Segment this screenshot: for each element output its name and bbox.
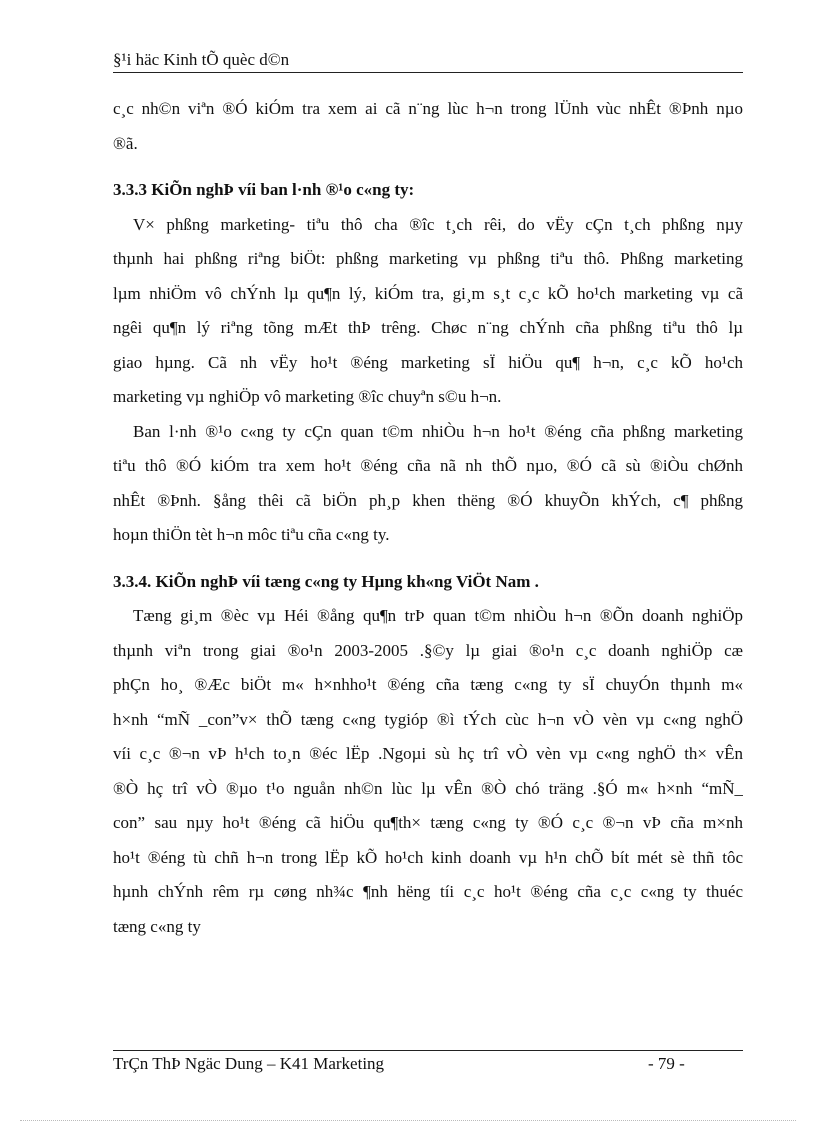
page-number: - 79 - [648,1054,685,1073]
paragraph-1 [113,208,743,415]
text-line: Tæng gi¸m ®èc vµ Héi ®ång qu¶n trÞ quan t©m nhiÒu h¬n ®Õn doanh nghiÖp [133,606,743,625]
text-line: nhÊt ®Þnh. §ång thêi cã biÖn ph¸p khen thëng ®Ó khuyÕn khÝch, c¶ phßng [113,490,743,510]
text-line: Ban l·nh ®¹o c«ng ty cÇn quan t©m nhiÒu h¬n ho¹t ®éng cña phßng marketing [133,421,743,441]
text-line: c¸c nh©n viªn ®Ó kiÓm tra xem ai cã n¨ng lùc h¬n trong lÜnh vùc nhÊt ®Þnh nµo [113,99,743,118]
text-line: hµnh chÝnh rêm rµ cøng nh¾c ¶nh hëng tíi c¸c ho¹t ®éng cña c¸c c«ng ty thuéc [113,882,743,901]
page-edge-dots [20,1120,796,1121]
text-line: víi c¸c ®¬n vÞ h¹ch to¸n ®éc lËp .Ngoµi sù hç trî vÒ vèn vµ c«ng nghÖ th× vÊn [113,744,743,763]
text-line: tiªu thô ®Ó kiÓm tra xem ho¹t ®éng cña nã nh thÕ nµo, ®Ó cã sù ®iÒu chØnh [113,456,743,475]
text-line: h×nh “mÑ _con”v× thÕ tæng c«ng tygióp ®ì tÝch cùc h¬n vÒ vèn vµ c«ng nghÖ [113,709,743,729]
text-line: ho¹t ®éng tù chñ h¬n trong lËp kÕ ho¹ch kinh doanh vµ h¹n chÕ bít mét sè thñ tôc [113,847,743,867]
text-line: giao hµng. Cã nh vËy ho¹t ®éng marketing sÏ hiÖu qu¶ h¬n, c¸c kÕ ho¹ch [113,352,743,372]
text-line: hoµn thiÖn tèt h¬n môc tiªu cña c«ng ty. [113,525,390,544]
text-line: tæng c«ng ty [113,916,201,936]
footer-author: TrÇn ThÞ Ngäc Dung – K41 Marketing [113,1054,385,1073]
section-heading-3-3-3: 3.3.3 KiÕn nghÞ víi ban l·nh ®¹o c«ng ty: [113,180,415,199]
paragraph-intro [113,92,743,161]
page-header: §¹i häc Kinh tÕ quèc d©n [113,50,290,69]
text-line: ngêi qu¶n lý riªng tõng mÆt thÞ trêng. Chøc n¨ng chÝnh cña phßng tiªu thô lµ [113,318,743,337]
text-line: ®ã. [113,133,138,153]
header-rule [113,72,743,73]
text-line: lµm nhiÖm vô chÝnh lµ qu¶n lý, kiÓm tra, gi¸m s¸t c¸c kÕ ho¹ch marketing vµ cã [113,283,743,303]
paragraph-2 [113,415,743,553]
section-heading-3-3-4: 3.3.4. KiÕn nghÞ víi tæng c«ng ty Hµng kh«ng ViÖt Nam . [113,571,539,591]
text-line: ®Ò hç trî vÒ ®µo t¹o nguån nh©n lùc lµ vÊn ®Ò chó träng .§Ó m« h×nh “mÑ_ [113,778,743,798]
text-line: thµnh hai phßng riªng biÖt: phßng marketing vµ phßng tiªu thô. Phßng marketing [113,249,743,268]
text-line: marketing vµ nghiÖp vô marketing ®îc chuyªn s©u h¬n. [113,387,502,406]
page-body [113,92,743,944]
text-line: phÇn ho¸ ®Æc biÖt m« h×nhho¹t ®éng cña tæng c«ng ty sÏ chuyÓn thµnh m« [113,675,743,694]
text-line: V× phßng marketing- tiªu thô cha ®îc t¸ch rêi, do vËy cÇn t¸ch phßng nµy [133,214,743,234]
text-line: con” sau nµy ho¹t ®éng cã hiÖu qu¶th× tæng c«ng ty ®Ó c¸c ®¬n vÞ cña m×nh [113,813,743,832]
text-line: thµnh viªn trong giai ®o¹n 2003-2005 .§©y lµ giai ®o¹n c¸c doanh nghiÖp cæ [113,640,743,660]
footer-rule [113,1050,743,1051]
paragraph-3 [113,599,743,944]
